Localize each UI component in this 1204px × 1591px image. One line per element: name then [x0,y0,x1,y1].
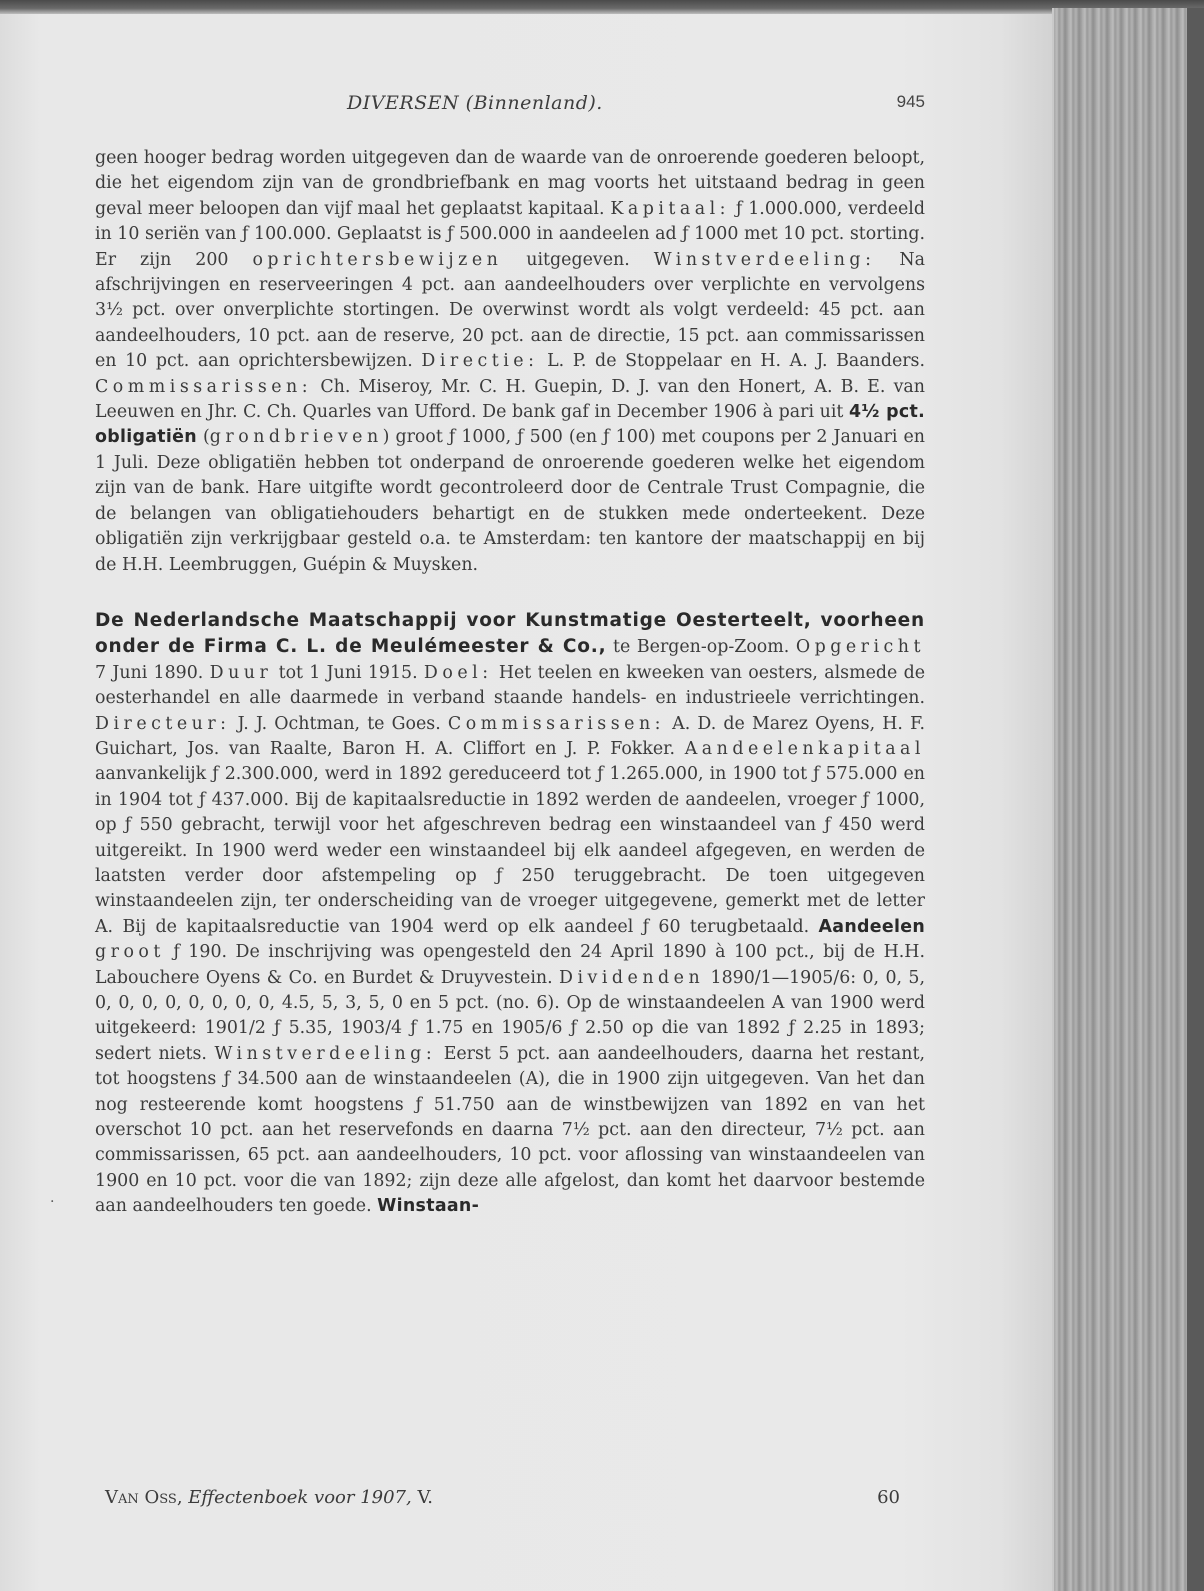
label-directeur: Directeur: [95,713,231,734]
label-oprichtersbewijzen: oprichtersbewijzen [252,249,503,270]
label-opgericht: Opgericht [795,637,925,658]
paragraph-grondbriefbank: geen hooger bedrag worden uitgegeven dan de waarde van de onroerende goederen beloopt, die het eigendom zijn van de grondbriefbank en mag voorts het uitstaand bedrag in geen geval meer beloopen dan vijf maal het geplaatst kapitaal. Kapitaal: ƒ 1.000.000, verdeeld in 10 seriën van ƒ 100.000. Geplaatst is ƒ 500.000 in aandeelen ad ƒ 1000 met 10 pct. storting. Er zijn 200 oprichtersbewijzen uitgegeven. Winstverdeeling: Na afschrijvingen en reserveeringen 4 pct. aan aandeelhouders over verplichte en vervolgens 3½ pct. over onverplichte stortingen. De overwinst wordt als volgt verdeeld: 45 pct. aan aandeelhouders, 10 pct. aan de reserve, 20 pct. aan de directie, 15 pct. aan commissarissen en 10 pct. aan oprichtersbewijzen. Directie: L. P. de Stoppelaar en H. A. J. Baanders. Commissarissen: Ch. Miseroy, Mr. C. H. Guepin, D. J. van den Honert, A. B. E. van Leeuwen en Jhr. C. Ch. Quarles van Ufford. De bank gaf in December 1906 à pari uit 4½ pct. obligatiën (grondbrieven) groot ƒ 1000, ƒ 500 (en ƒ 100) met coupons per 2 Januari en 1 Juli. Deze obligatiën hebben tot onderpand de onroerende goederen welke het eigendom zijn van de bank. Hare uitgifte wordt gecontroleerd door de Centrale Trust Compagnie, die de belangen van obligatiehouders behartigt en de stukken mede onderteekent. Deze obligatiën zijn verkrijgbaar gesteld o.a. te Amsterdam: ten kantore der maatschappij en bij de H.H. Leembruggen, Guépin & Muysken. [95,148,926,575]
label-commissarissen: Commissarissen: [95,376,313,397]
label-aandeelen: Aandeelen [818,916,925,937]
page-number: 945 [896,92,925,111]
signature-mark: 60 [877,1487,900,1508]
page-footer [105,1487,900,1517]
label-grondbrieven: grondbrieven [209,427,383,448]
label-obligatien: 4½ pct. obligatiën [95,402,925,448]
footer-book-title: Effectenboek voor 1907, [188,1487,412,1508]
label-kapitaal: Kapitaal: [610,198,731,219]
footer-author: Van Oss, [105,1487,183,1508]
footer-volume: V. [411,1487,434,1508]
label-winstverdeeling: Winstverdeeling: [653,249,876,270]
running-head [95,92,925,122]
label-groot: groot [95,942,165,963]
paragraph-oesterteelt: De Nederlandsche Maatschappij voor Kunstmatige Oesterteelt, voorheen onder de Firma C. L. de Meulémeester & Co., te Bergen-op-Zoom. Opgericht 7 Juni 1890. Duur tot 1 Juni 1915. Doel: Het teelen en kweeken van oesters, alsmede de oesterhandel en alle daarmede in verband staande handels- en industrieele verrichtingen. Directeur: J. J. Ochtman, te Goes. Commissarissen: A. D. de Marez Oyens, H. F. Guichart, Jos. van Raalte, Baron H. A. Cliffort en J. P. Fokker. Aandeelenkapitaal aanvankelijk ƒ 2.300.000, werd in 1892 gereduceerd tot ƒ 1.265.000, in 1900 tot ƒ 575.000 en in 1904 tot ƒ 437.000. Bij de kapitaalsreductie in 1892 werden de aandeelen, vroeger ƒ 1000, op ƒ 550 gebracht, terwijl voor het afgeschreven bedrag een winstaandeel van ƒ 450 werd uitgereikt. In 1900 werd weder een winstaandeel bij elk aandeel afgegeven, en werden de laatsten verder door afstempeling op ƒ 250 teruggebracht. De toen uitgegeven winstaandeelen zijn, ter onderscheiding van de vroeger uitgegevene, gemerkt met de letter A. Bij de kapitaalsreductie van 1904 werd op elk aandeel ƒ 60 terugbetaald. Aandeelen groot ƒ 190. De inschrijving was opengesteld den 24 April 1890 à 100 pct., bij de H.H. Labouchere Oyens & Co. en Burdet & Druyvestein. Dividenden 1890/1—1905/6: 0, 0, 5, 0, 0, 0, 0, 0, 0, 0, 0, 4.5, 5, 3, 5, 0 en 5 pct. (no. 6). Op de winstaandeelen A van 1900 werd uitgekeerd: 1901/2 ƒ 5.35, 1903/4 ƒ 1.75 en 1905/6 ƒ 2.50 op die van 1892 ƒ 2.25 in 1893; sedert niets. Winstverdeeling: Eerst 5 pct. aan aandeelhouders, daarna het restant, tot hoogstens ƒ 34.500 aan de winstaandeelen (A), die in 1900 zijn uitgegeven. Van het dan nog resteerende komt hoogstens ƒ 51.750 aan de winstbewijzen van 1892 en van het overschot 10 pct. aan het reservefonds en daarna 7½ pct. aan den directeur, 7½ pct. aan commissarissen, 65 pct. aan aandeelhouders, 10 pct. voor aflossing van winstaandeelen van 1900 en 10 pct. voor die van 1892; zijn deze alle afgelost, dan komt het daarvoor bestemde aan aandeelhouders ten goede. Winstaan- [95,609,925,1217]
label-doel: Doel: [423,662,493,683]
label-commissarissen-2: Commissarissen: [447,713,666,734]
page-stack-edge [1052,8,1189,1591]
footer-citation [105,1487,433,1508]
label-directie: Directie: [421,351,539,372]
company-heading: De Nederlandsche Maatschappij voor Kunstmatige Oesterteelt, voorheen onder de Firma C. L. de Meulémeester & Co., [95,609,925,658]
label-duur: Duur [209,662,273,683]
label-aandeelenkapitaal: Aandeelenkapitaal [684,738,925,759]
body-text [95,146,925,1220]
label-dividenden: Dividenden [559,967,705,988]
margin-mark: . [50,1190,55,1206]
running-title: DIVERSEN (Binnenland). [347,92,603,114]
label-winstverdeeling-2: Winstverdeeling: [214,1043,437,1064]
book-top-edge [0,0,1204,14]
book-cover-edge [1187,8,1204,1591]
label-winstaandeelen: Winstaan- [377,1196,480,1217]
